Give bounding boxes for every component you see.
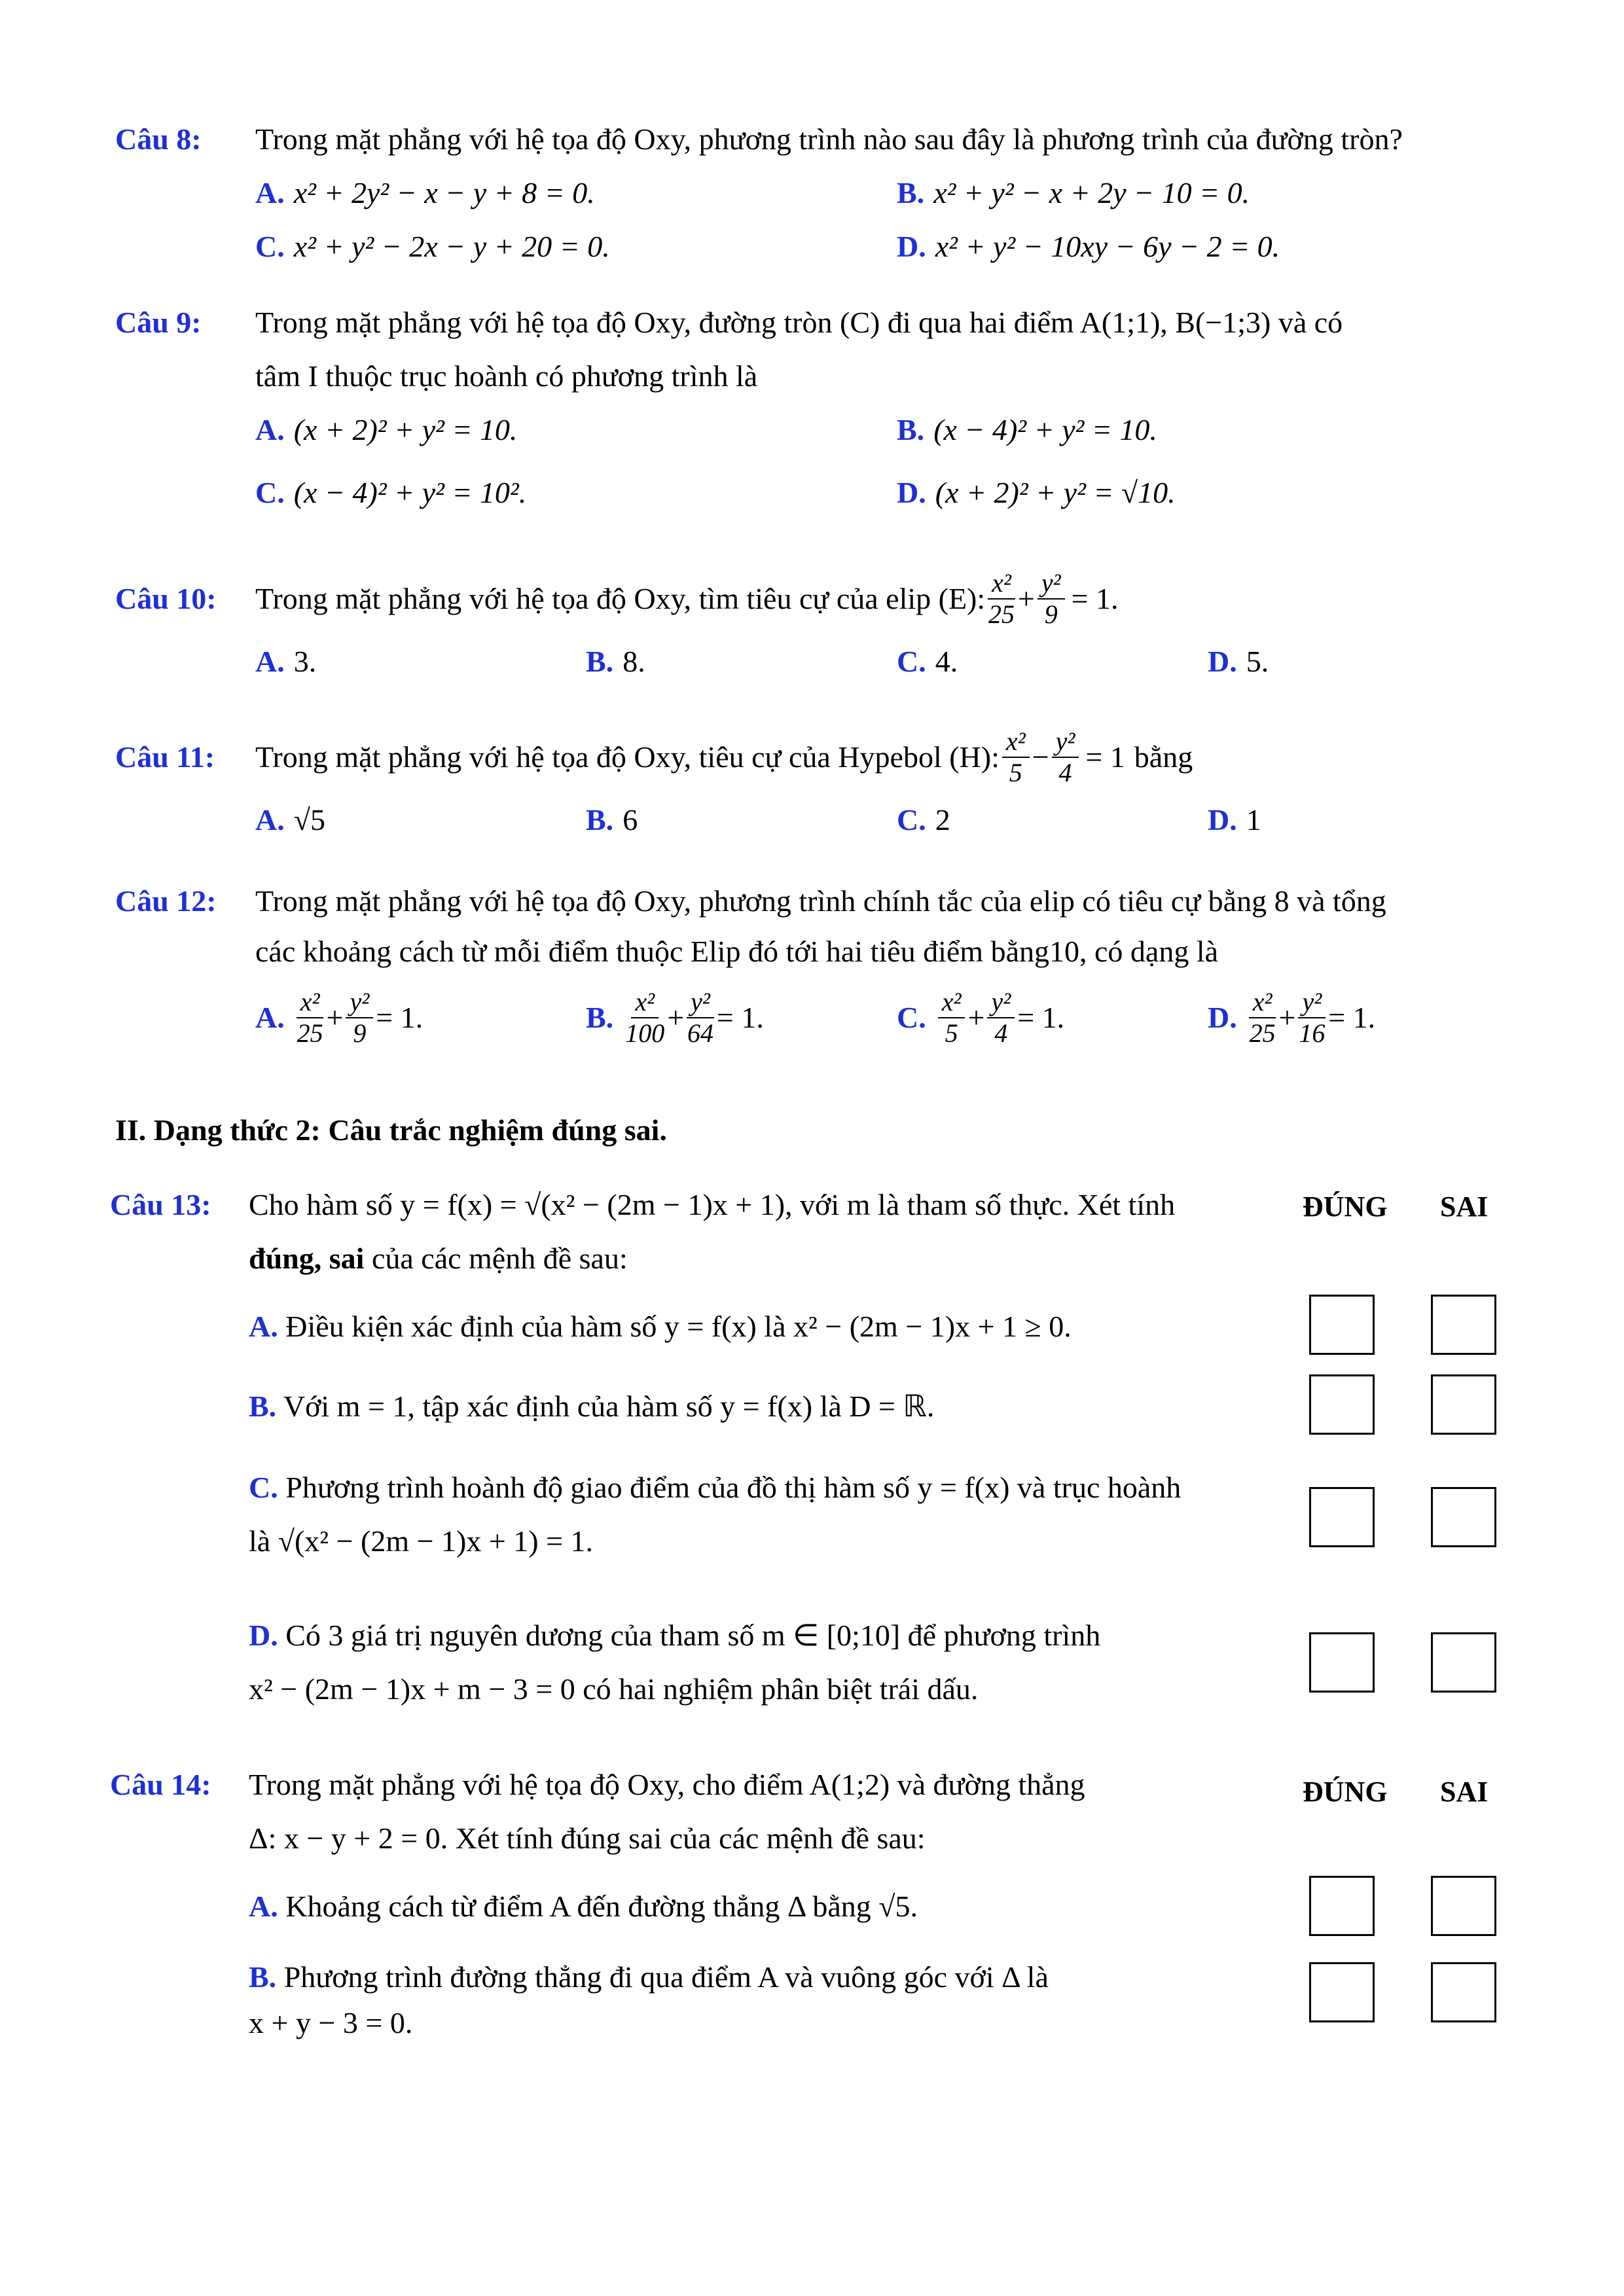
option-b: B. $\frac{\text{x²}}{100}$ + $\frac{\text{y²}}{64}$ = 1. [586,987,764,1048]
option-a: A. (x + 2)² + y² = 10. [255,413,518,446]
false-checkbox-14b[interactable] [1431,1962,1496,2022]
question-stem: Cho hàm số y = f(x) = √(x² − (2m − 1)x + 1), với m là tham số thực. Xét tính [249,1188,1176,1221]
question-label: Câu 8: [115,122,202,156]
question-9 [115,296,1523,520]
option-b: B. 6 [586,803,638,836]
question-stem: Trong mặt phẳng với hệ tọa độ Oxy, đường tròn (C) đi qua hai điểm A(1;1), B(−1;3) và có [255,306,1343,339]
option-a: A. √5 [255,803,325,836]
question-stem-bold: đúng, sai [249,1242,365,1275]
question-label: Câu 10: [115,582,217,615]
operator: − [1032,740,1049,774]
option-c: C. 2 [897,803,950,836]
false-checkbox-14a[interactable] [1431,1876,1496,1936]
option-c: C. 4. [897,645,958,678]
option-c: C. $\frac{\text{x²}}{5}$ + $\frac{\text{y²}}{4}$ = 1. [897,987,1065,1048]
option-b: B. x² + y² − x + 2y − 10 = 0. [897,176,1250,209]
option-d: D. x² + y² − 10xy − 6y − 2 = 0. [897,230,1280,263]
option-c: C. x² + y² − 2x − y + 20 = 0. [255,230,610,263]
false-checkbox-13b[interactable] [1431,1374,1496,1435]
question-label: Câu 14: [110,1768,211,1801]
option-d: D. 5. [1208,645,1269,678]
question-stem: Trong mặt phẳng với hệ tọa độ Oxy, tìm tiêu cự của elip (E): [255,582,986,615]
true-column-header: ĐÚNG [1303,1191,1388,1223]
question-stem: Trong mặt phẳng với hệ tọa độ Oxy, tiêu cự của Hypebol (H): [255,740,1000,774]
statement-13b: B. Với m = 1, tập xác định của hàm số y = f(x) là D = ℝ. [249,1390,935,1423]
question-11 [115,721,1523,847]
question-14 [110,1758,1275,1865]
question-stem-line2: tâm I thuộc trục hoành có phương trình là [255,359,758,393]
statement-13c: C. Phương trình hoành độ giao điểm của đồ thị hàm số y = f(x) và trục hoành là √(x² − (2m − 1)x + 1) = 1. [249,1471,1182,1558]
question-stem-line2: Δ: x − y + 2 = 0. Xét tính đúng sai của các mệnh đề sau: [249,1821,926,1855]
equation-rhs: = 1. [1071,582,1119,615]
option-a: A. 3. [255,645,317,678]
statement-13a: A. Điều kiện xác định của hàm số y = f(x) là x² − (2m − 1)x + 1 ≥ 0. [249,1310,1072,1343]
question-stem: Trong mặt phẳng với hệ tọa độ Oxy, cho điểm A(1;2) và đường thẳng [249,1768,1085,1801]
question-stem-line2: các khoảng cách từ mỗi điểm thuộc Elip đó tới hai tiêu điểm bằng10, có dạng là [255,935,1219,968]
option-c: C. (x − 4)² + y² = 10². [255,476,527,509]
question-10 [115,563,1523,689]
question-stem: Trong mặt phẳng với hệ tọa độ Oxy, phương trình chính tắc của elip có tiêu cự bằng 8 và tổng [255,884,1386,918]
false-checkbox-13d[interactable] [1431,1632,1496,1693]
true-checkbox-13c[interactable] [1309,1487,1375,1547]
true-checkbox-13b[interactable] [1309,1374,1375,1435]
statement-13d: D. Có 3 giá trị nguyên dương của tham số m ∈ [0;10] để phương trình x² − (2m − 1)x + m − 3 = 0 có hai nghiệm phân biệt trái dấu. [249,1619,1101,1706]
question-label: Câu 11: [115,740,215,774]
option-b: B. 8. [586,645,645,678]
question-label: Câu 9: [115,306,202,339]
false-checkbox-13c[interactable] [1431,1487,1496,1547]
true-checkbox-14b[interactable] [1309,1962,1375,2022]
question-13 [110,1178,1275,1285]
question-stem: Trong mặt phẳng với hệ tọa độ Oxy, phương trình nào sau đây là phương trình của đường tròn? [255,122,1403,156]
false-column-header: SAI [1440,1191,1489,1223]
fraction: $\frac{\text{x²}}{5}$ [1002,726,1030,788]
true-checkbox-13d[interactable] [1309,1632,1375,1693]
statement-14b: B. Phương trình đường thẳng đi qua điểm A và vuông góc với Δ là x + y − 3 = 0. [249,1960,1049,2039]
equation-rhs: = 1 [1085,740,1125,774]
true-checkbox-14a[interactable] [1309,1876,1375,1936]
question-stem-tail: bằng [1134,740,1193,774]
fraction: $\frac{\text{y²}}{9}$ [1038,568,1065,630]
option-a: A. x² + 2y² − x − y + 8 = 0. [255,176,595,209]
option-d: D. (x + 2)² + y² = √10. [897,476,1176,509]
question-8 [115,113,1523,274]
true-checkbox-13a[interactable] [1309,1295,1375,1355]
false-checkbox-13a[interactable] [1431,1295,1496,1355]
question-label: Câu 13: [110,1188,211,1221]
false-column-header: SAI [1440,1776,1489,1808]
question-stem-line2: của các mệnh đề sau: [364,1242,628,1275]
option-a: A. $\frac{\text{x²}}{25}$ + $\frac{\text{y²}}{9}$ = 1. [255,987,424,1048]
statement-14a: A. Khoảng cách từ điểm A đến đường thẳng Δ bằng √5. [249,1890,918,1923]
option-b: B. (x − 4)² + y² = 10. [897,413,1157,446]
section-heading: II. Dạng thức 2: Câu trắc nghiệm đúng sai. [115,1113,667,1147]
operator: + [1017,582,1035,615]
fraction: $\frac{\text{x²}}{25}$ [988,568,1015,629]
true-column-header: ĐÚNG [1303,1776,1388,1808]
option-d: D. 1 [1208,803,1261,836]
question-12 [115,874,1523,1060]
question-label: Câu 12: [115,884,217,918]
option-d: D. $\frac{\text{x²}}{25}$ + $\frac{\text{y²}}{16}$ = 1. [1208,987,1376,1048]
fraction: $\frac{\text{y²}}{4}$ [1052,726,1079,788]
